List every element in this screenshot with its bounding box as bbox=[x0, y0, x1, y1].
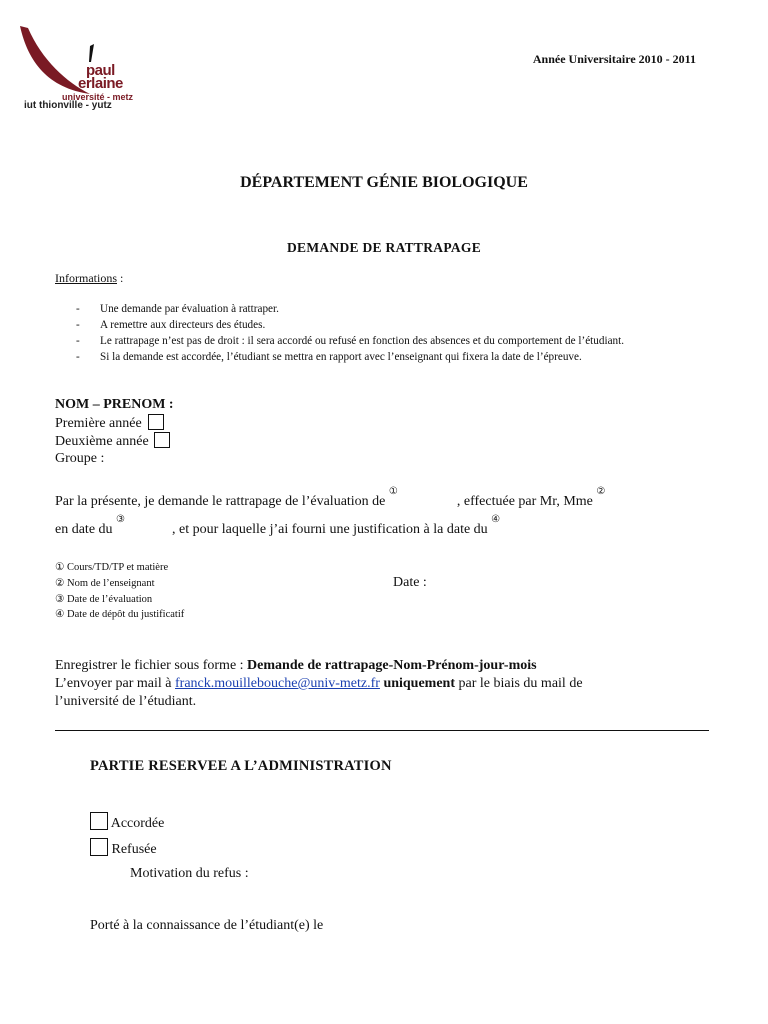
second-year-checkbox[interactable] bbox=[154, 432, 170, 448]
request-text-d: , et pour laquelle j’ai fourni une justification à la date du bbox=[172, 522, 488, 537]
send-bold: uniquement bbox=[379, 676, 456, 691]
section-divider bbox=[55, 730, 709, 731]
university-logo bbox=[18, 22, 148, 114]
logo-text-paul: paul bbox=[86, 62, 115, 79]
info-label-suffix: : bbox=[117, 271, 124, 285]
send-instruction-line-2: l’université de l’étudiant. bbox=[55, 694, 197, 709]
group-label: Groupe : bbox=[55, 451, 105, 466]
refused-row bbox=[90, 838, 157, 858]
date-label: Date : bbox=[393, 575, 427, 590]
form-title: DEMANDE DE RATTRAPAGE bbox=[286, 240, 482, 255]
save-instruction bbox=[55, 658, 537, 674]
email-link[interactable]: franck.mouillebouche@univ-metz.fr bbox=[175, 676, 380, 691]
legend-item: ② Nom de l’enseignant bbox=[55, 578, 155, 589]
send-instruction bbox=[55, 676, 583, 692]
academic-year: Année Universitaire 2010 - 2011 bbox=[532, 52, 696, 66]
department-title: DÉPARTEMENT GÉNIE BIOLOGIQUE bbox=[240, 174, 528, 191]
refusal-motivation-label: Motivation du refus : bbox=[130, 866, 249, 881]
second-year-row bbox=[55, 432, 170, 450]
info-label: Informations bbox=[55, 271, 117, 285]
legend-item: ① Cours/TD/TP et matière bbox=[55, 562, 169, 573]
first-year-checkbox[interactable] bbox=[148, 414, 164, 430]
save-prefix: Enregistrer le fichier sous forme : bbox=[55, 658, 248, 673]
info-item: - Une demande par évaluation à rattraper. bbox=[74, 301, 624, 317]
request-line-1 bbox=[55, 486, 606, 510]
legend-item: ④ Date de dépôt du justificatif bbox=[55, 609, 185, 620]
info-item: - A remettre aux directeurs des études. bbox=[74, 317, 624, 333]
refused-label: Refusée bbox=[111, 842, 157, 857]
info-item: - Si la demande est accordée, l’étudiant se mettra en rapport avec l’enseignant qui fixera la date de l’épreuve. bbox=[74, 349, 624, 365]
second-year-label: Deuxième année bbox=[55, 434, 149, 449]
save-filename: Demande de rattrapage-Nom-Prénom-jour-mois bbox=[247, 658, 537, 673]
footnote-mark-2: ② bbox=[596, 486, 606, 497]
request-text-a: Par la présente, je demande le rattrapage de l’évaluation de bbox=[55, 494, 386, 509]
granted-checkbox[interactable] bbox=[90, 812, 108, 830]
first-year-row bbox=[55, 414, 164, 432]
footnote-mark-3: ③ bbox=[116, 514, 125, 525]
legend-item: ③ Date de l’évaluation bbox=[55, 594, 153, 605]
info-item: - Le rattrapage n’est pas de droit : il sera accordé ou refusé en fonction des absences et du comportement de l’étudiant. bbox=[74, 333, 624, 349]
first-year-label: Première année bbox=[55, 416, 142, 431]
logo-text-iut: iut thionville - yutz bbox=[24, 100, 112, 111]
logo-text-university: université - metz bbox=[62, 92, 134, 102]
name-label: NOM – PRENOM : bbox=[55, 397, 174, 412]
request-text-b: , effectuée par Mr, Mme bbox=[456, 494, 593, 509]
refused-checkbox[interactable] bbox=[90, 838, 108, 856]
send-prefix: L’envoyer par mail à bbox=[55, 676, 175, 691]
send-suffix: par le biais du mail de bbox=[455, 676, 583, 691]
request-text-c: en date du bbox=[55, 522, 113, 537]
info-heading bbox=[55, 271, 123, 286]
granted-label: Accordée bbox=[110, 816, 165, 831]
request-line-2 bbox=[55, 514, 501, 538]
granted-row bbox=[90, 812, 164, 832]
admin-section-title: PARTIE RESERVEE A L’ADMINISTRATION bbox=[90, 758, 392, 774]
info-list bbox=[74, 301, 624, 365]
notified-label: Porté à la connaissance de l’étudiant(e) le bbox=[90, 918, 324, 933]
footnote-mark-4: ④ bbox=[491, 514, 501, 525]
logo-text-erlaine: erlaine bbox=[78, 75, 123, 92]
footnote-mark-1: ① bbox=[388, 486, 398, 497]
